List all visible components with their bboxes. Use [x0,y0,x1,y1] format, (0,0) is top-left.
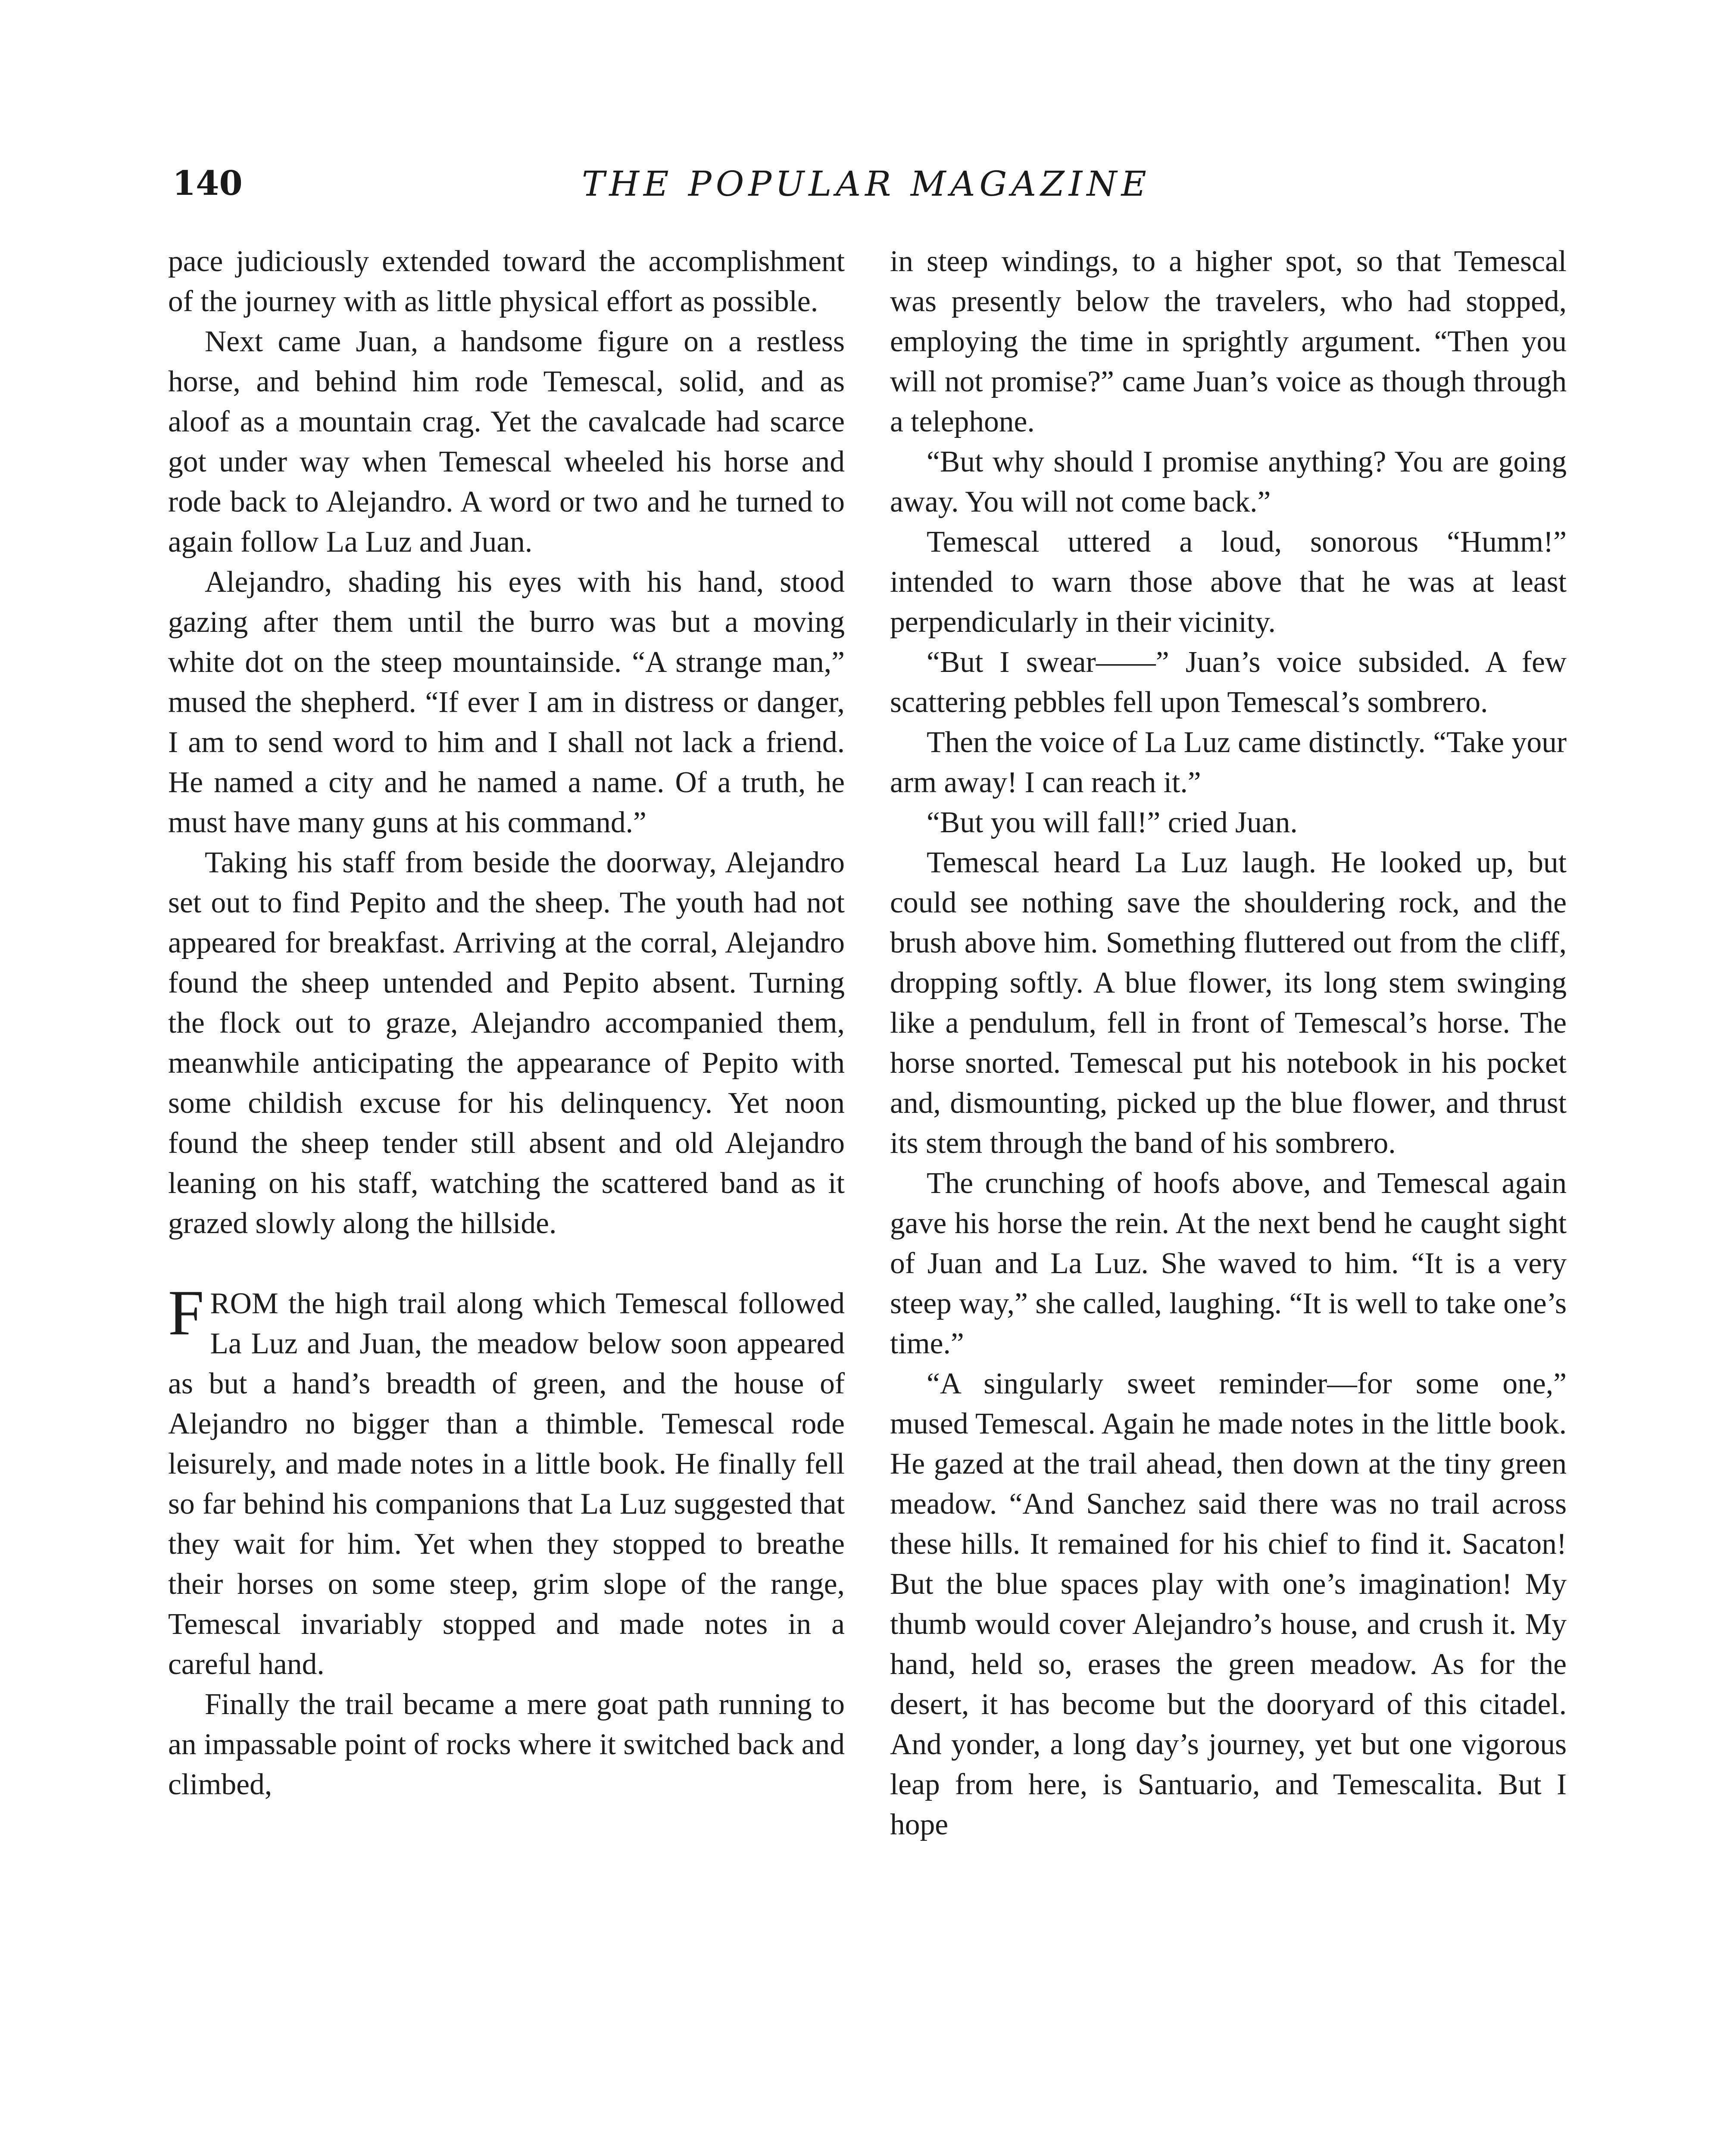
paragraph: pace judiciously extended toward the accomplishment of the journey with as little physical effort as possible. [168,245,845,318]
paragraph: Temescal heard La Luz laugh. He looked up, but could see nothing save the shouldering rock, and the brush above him. Something fluttered out from the cliff, dropping softly. A blue flower, its long stem swinging like a pendulum, fell in front of Temescal’s horse. The horse snorted. Temescal put his notebook in his pocket and, dismounting, picked up the blue flower, and thrust its stem through the band of his sombrero. [890,846,1567,1160]
paragraph: Next came Juan, a handsome figure on a restless horse, and behind him rode Temescal, solid, and as aloof as a mountain crag. Yet the cavalcade had scarce got under way when Temescal wheeled his horse and rode back to Alejandro. A word or two and he turned to again follow La Luz and Juan. [168,325,845,559]
paragraph-text: ROM the high trail along which Temescal followed La Luz and Juan, the meadow below soon appeared as but a hand’s breadth of green, and the house of Alejandro no bigger than a thimble. Temescal rode leisurely, and made notes in a little book. He finally fell so far behind his companions that La Luz suggested that they wait for him. Yet when they stopped to breathe their horses on some steep, grim slope of the range, Temescal invariably stopped and made notes in a careful hand. [168,1287,845,1681]
paragraph: in steep windings, to a higher spot, so that Temescal was presently below the travelers, who had stopped, employing the time in sprightly argument. “Then you will not promise?” came Juan’s voice as though through a telephone. [890,245,1567,438]
paragraph: “But I swear——” Juan’s voice subsided. A few scattering pebbles fell upon Temescal’s sombrero. [890,646,1567,719]
page-header [172,164,1573,220]
left-column [168,241,845,1805]
paragraph: “But why should I promise anything? You are going away. You will not come back.” [890,445,1567,518]
paragraph: “But you will fall!” cried Juan. [927,806,1298,839]
page-number: 140 [172,164,243,203]
paragraph: Taking his staff from beside the doorway, Alejandro set out to find Pepito and the sheep. The youth had not appeared for breakfast. Arriving at the corral, Alejandro found the sheep untended and Pepito absent. Turning the flock out to graze, Alejandro accompanied them, meanwhile anticipating the appearance of Pepito with some childish excuse for his delinquency. Yet noon found the sheep tender still absent and old Alejandro leaning on his staff, watching the scattered band as it grazed slowly along the hillside. [168,846,845,1240]
section-break [168,1243,845,1284]
drop-cap: F [168,1277,204,1349]
paragraph: The crunching of hoofs above, and Temescal again gave his horse the rein. At the next bend he caught sight of Juan and La Luz. She waved to him. “It is a very steep way,” she called, laughing. “It is well to take one’s time.” [890,1167,1567,1360]
running-head-title: THE POPULAR MAGAZINE [582,164,1151,204]
right-column [890,241,1567,1845]
paragraph-section-start [168,1277,845,1684]
paragraph: Finally the trail became a mere goat path running to an impassable point of rocks where it switched back and climbed, [168,1688,845,1801]
paragraph: Temescal uttered a loud, sonorous “Humm!” intended to warn those above that he was at least perpendicularly in their vicinity. [890,525,1567,639]
paragraph: Then the voice of La Luz came distinctly. “Take your arm away! I can reach it.” [890,726,1567,799]
paragraph: Alejandro, shading his eyes with his hand, stood gazing after them until the burro was but a moving white dot on the steep mountainside. “A strange man,” mused the shepherd. “If ever I am in distress or danger, I am to send word to him and I shall not lack a friend. He named a city and he named a name. Of a truth, he must have many guns at his command.” [168,565,845,839]
paragraph: “A singularly sweet reminder—for some one,” mused Temescal. Again he made notes in the little book. He gazed at the trail ahead, then down at the tiny green meadow. “And Sanchez said there was no trail across these hills. It remained for his chief to find it. Sacaton! But the blue spaces play with one’s imagination! My thumb would cover Alejandro’s house, and crush it. My hand, held so, erases the green meadow. As for the desert, it has become but the dooryard of this citadel. And yonder, a long day’s journey, yet but one vigorous leap from here, is Santuario, and Temescalita. But I hope [890,1367,1567,1841]
